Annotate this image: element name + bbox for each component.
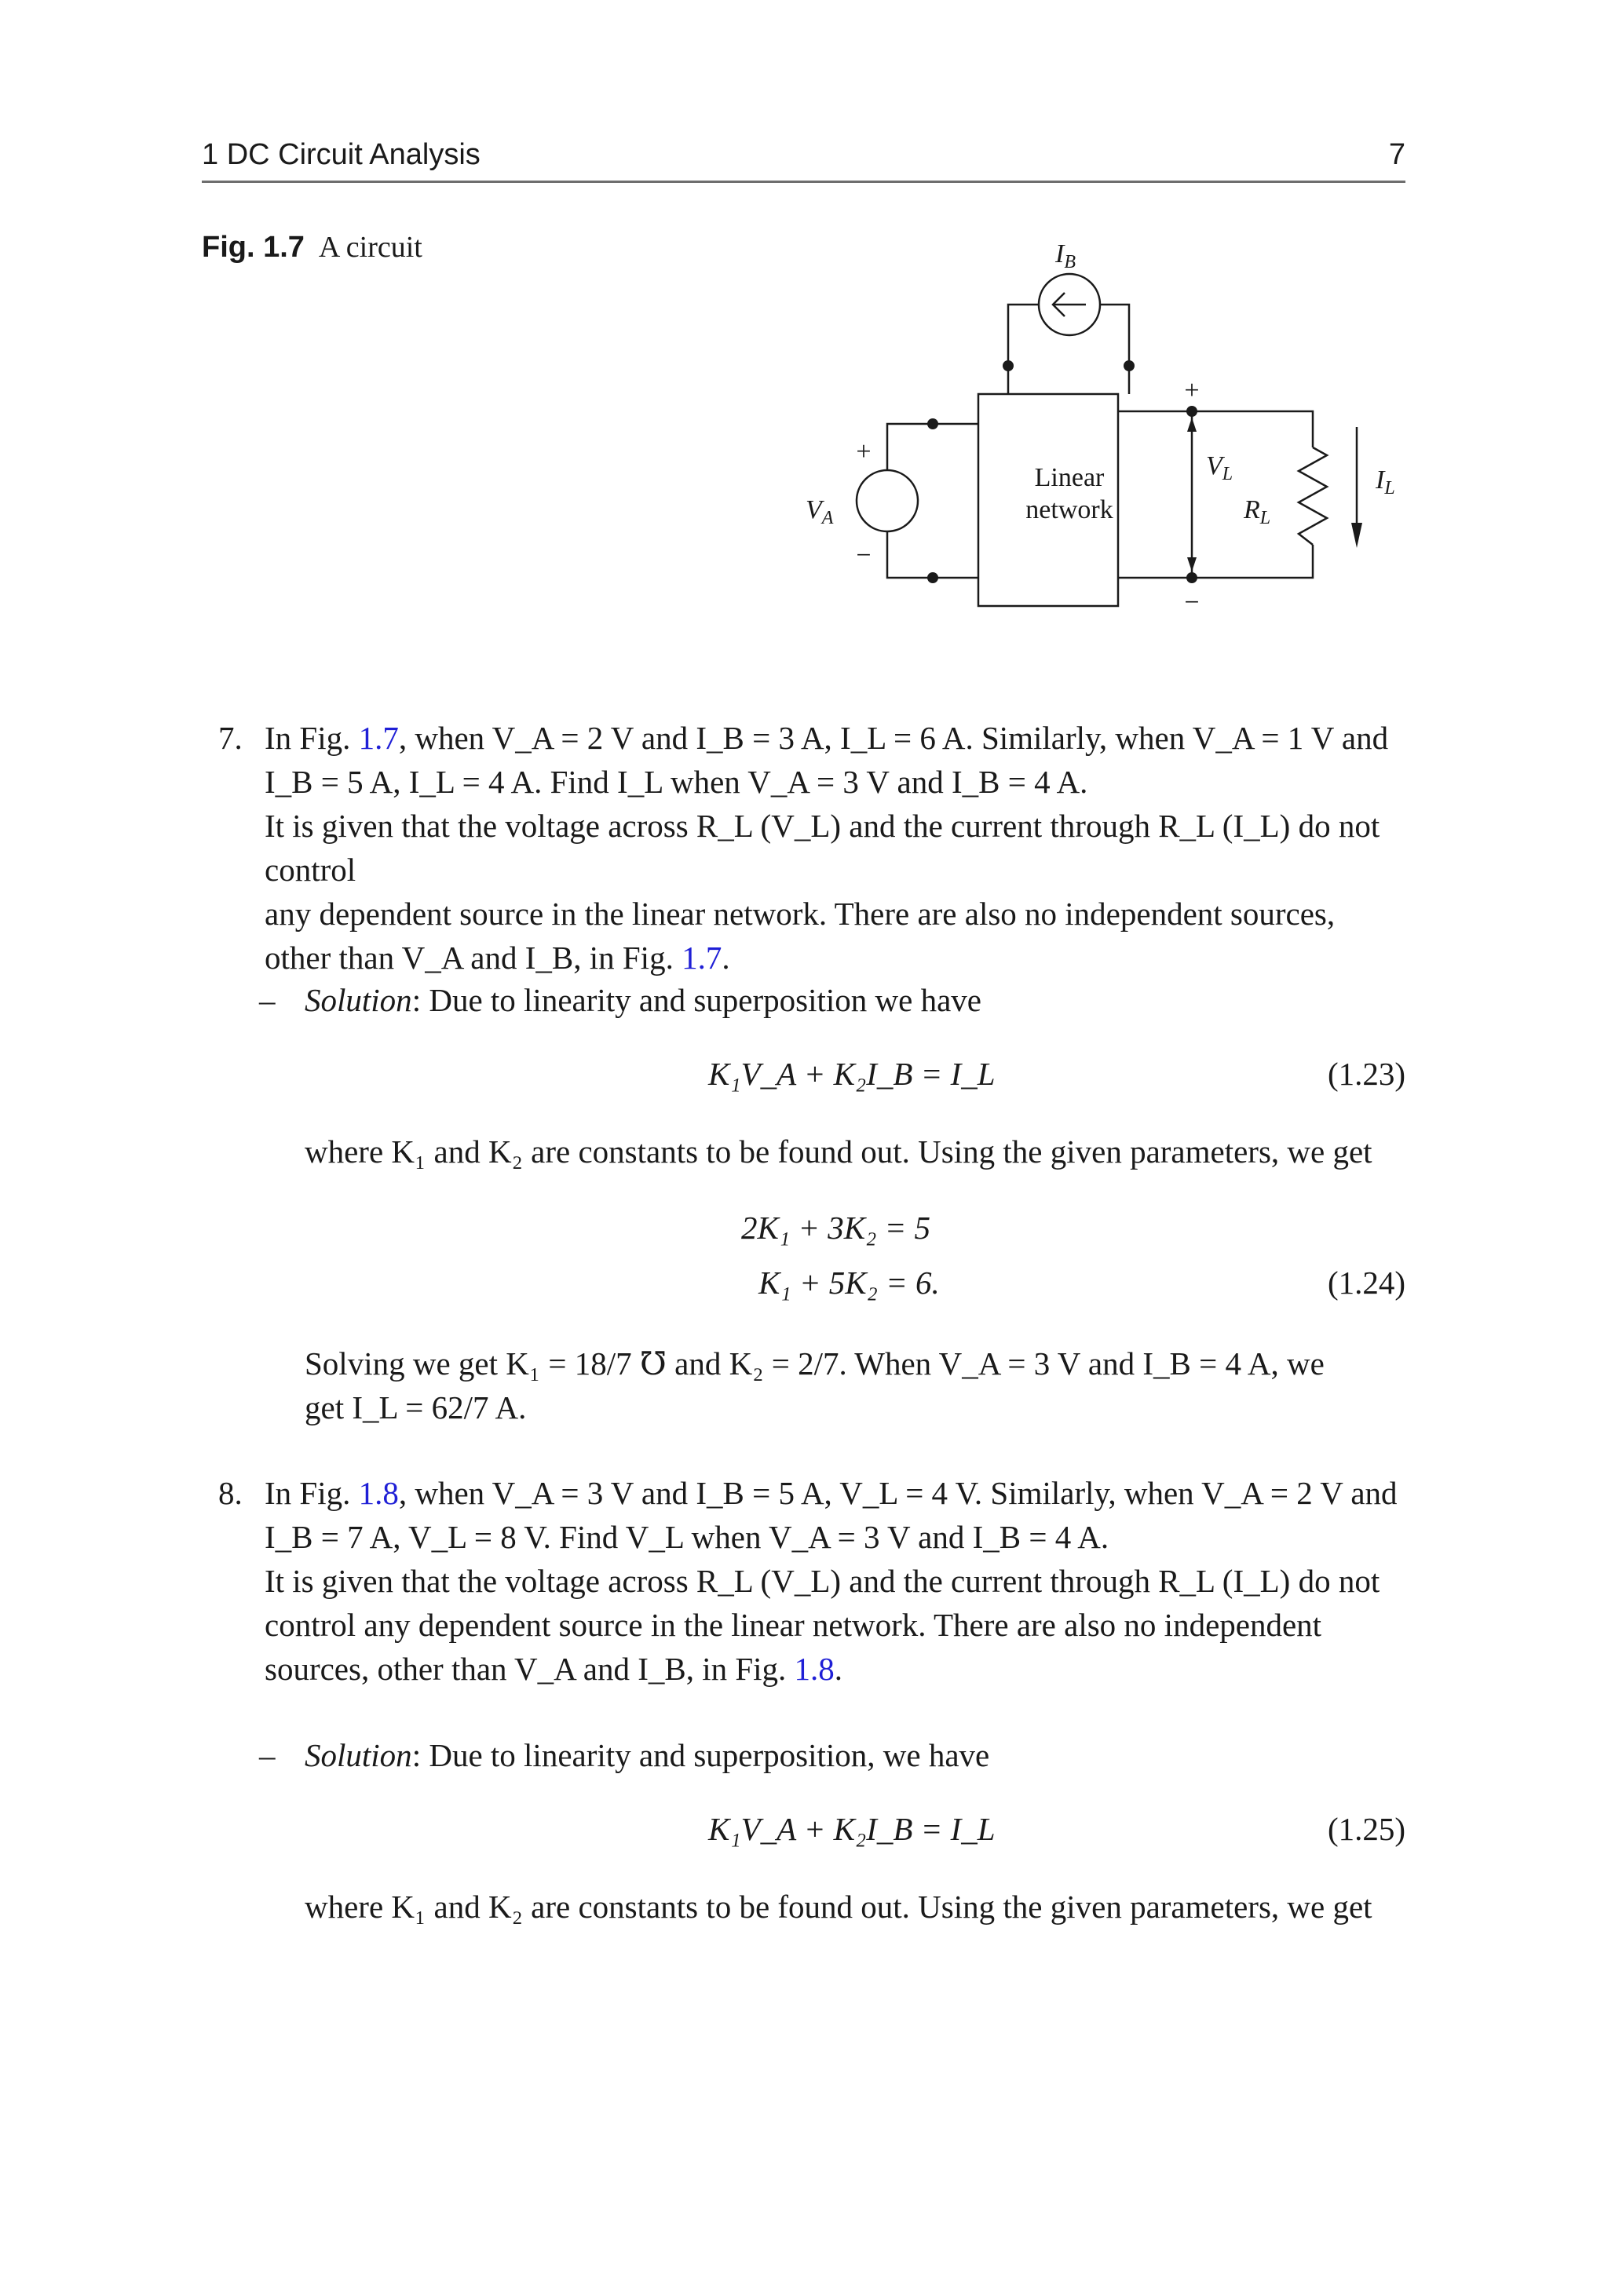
svg-text:IL [1375,465,1395,498]
label-ib-sub: B [1064,252,1076,272]
label-va-sub: A [821,508,834,528]
figure-caption-text: A circuit [318,231,422,264]
solution-result: Solving we get K₁ = 18/7 ℧ and K₂ = 2/7. When V_A = 3 V and I_B = 4 A, we get I_L = 62/7 A. [305,1345,1325,1425]
svg-text:+ [1184,376,1199,405]
box-label-line1: Linear [1034,463,1105,492]
solution-label: Solution [305,1737,412,1773]
problem-number: 7. [218,720,243,756]
problem-8-statement: In Fig. 1.8, when V_A = 3 V and I_B = 5 A, V_L = 4 V. Similarly, when V_A = 2 V and I_B = 7 A, V_L = 8 V. Find V_L when V_A = 3 V and I_B = 4 A. It is given that the voltage across R_L (V_L) and the current through R_L (I_L) do not control any dependent source in the linear network. There are also no independent sources, other than V_A and I_B, in Fig. 1.8. [265,1475,1398,1687]
problem-number: 8. [218,1475,243,1511]
problem-7-statement: In Fig. 1.7, when V_A = 2 V and I_B = 3 A, I_L = 6 A. Similarly, when V_A = 1 V and I_B = 5 A, I_L = 4 A. Find I_L when V_A = 3 V and I_B = 4 A. It is given that the voltage across R_L (V_L) and the current through R_L (I_L) do not control any dependent source in the linear network. There are also no independent sources, other than V_A and I_B, in Fig. 1.7. [265,720,1389,976]
vl-arrow-down [1187,557,1197,571]
svg-text:− [1184,588,1199,617]
va-wire-bottom [887,531,978,578]
circuit-diagram [769,224,1429,632]
where-line: where K₁ and K₂ are constants to be found out. Using the given parameters, we get [305,1889,1372,1925]
equation-number: (1.25) [1327,1811,1405,1847]
svg-text:network [1025,495,1113,524]
figure-label: Fig. 1.7 [202,231,305,264]
svg-text:Linear [1035,463,1105,492]
where-line: where K₁ and K₂ are constants to be found out. Using the given parameters, we get [305,1133,1372,1170]
equation: 2K₁ + 3K₂ = 5 [741,1210,931,1246]
label-rl: R [1244,495,1260,524]
label-rl-sub: L [1259,508,1271,528]
equation-number: (1.24) [1327,1265,1405,1301]
page-number: 7 [1388,138,1405,171]
label-il-sub: L [1384,478,1395,498]
figure-link[interactable]: 1.8 [358,1475,399,1511]
figure-caption [202,230,422,265]
solution-label: Solution [305,982,412,1018]
running-header-chapter: 1 DC Circuit Analysis [202,138,481,171]
va-minus: − [856,541,872,570]
vl-arrow-up [1187,418,1197,432]
label-vl-sub: L [1222,464,1233,484]
svg-text:RL [1243,495,1270,528]
list-dash: – [259,982,276,1018]
il-arrow-head [1351,523,1362,548]
ib-wire-right [1100,305,1129,394]
ib-wire-left [1008,305,1039,394]
resistor-rl [1299,447,1327,545]
box-label-line2: network [1025,495,1113,524]
figure-link[interactable]: 1.7 [358,720,399,756]
label-vl: V [1206,451,1222,480]
figure-link[interactable]: 1.7 [682,940,722,976]
equation: K₁V_A + K₂I_B = I_L [708,1811,996,1847]
label-ib: I [1055,239,1065,268]
figure-link[interactable]: 1.8 [794,1651,835,1687]
list-dash: – [259,1737,276,1773]
label-va: V [806,495,822,524]
vl-plus: + [1184,376,1200,405]
svg-text:IB [1054,239,1076,272]
svg-text:VL [1206,451,1233,484]
va-wire-top [887,424,978,470]
load-wire-top [1118,411,1313,447]
load-wire-bottom [1118,545,1313,578]
svg-text:VA [806,495,834,528]
equation: K₁ + 5K₂ = 6. [758,1265,940,1301]
label-il: I [1376,465,1385,495]
equation-number: (1.23) [1327,1056,1405,1092]
va-plus: + [856,437,872,466]
svg-text:− [856,541,871,570]
svg-text:+ [856,437,871,466]
vl-minus: − [1184,588,1200,617]
equation: K₁V_A + K₂I_B = I_L [708,1056,996,1092]
header-rule [202,181,1405,183]
solution-intro: Solution: Due to linearity and superposition we have [305,982,981,1018]
voltage-source-va [857,470,918,531]
solution-intro: Solution: Due to linearity and superposition, we have [305,1737,990,1773]
